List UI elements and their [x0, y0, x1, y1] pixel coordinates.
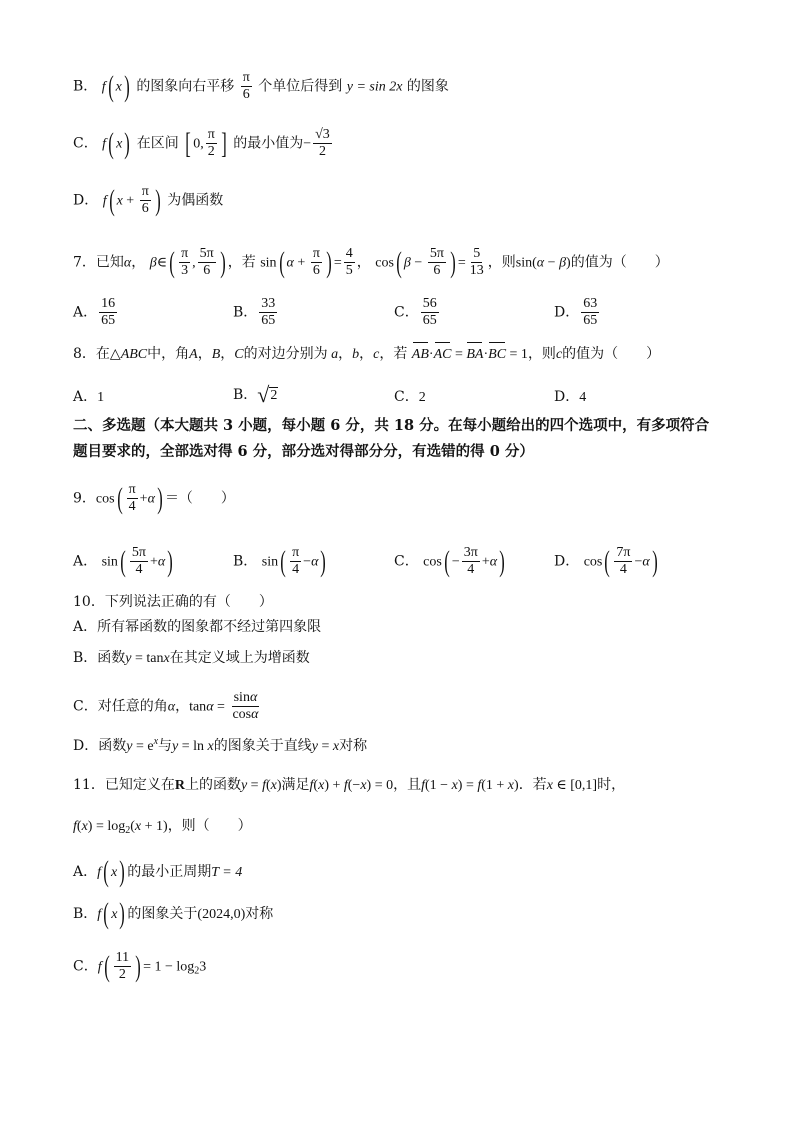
fraction: $\frac{\pi}{6}$: [242, 70, 250, 102]
q7-option-b: B． $\frac{33}{65}$: [233, 296, 276, 328]
q10-stem: 10．下列说法正确的有（ ）: [73, 594, 273, 610]
q8-option-a: A．1: [73, 389, 105, 405]
q6-option-b: B． f( x) 的图象向右平移 $\frac{\pi}{6}$ 个单位后得到 y = sin 2x 的图象: [73, 69, 449, 103]
q7-option-a: A． $\frac{16}{65}$: [73, 296, 116, 328]
q11-option-b: B．f( x) 的图象关于(2024,0)对称: [73, 897, 274, 930]
q8-option-b: B．√2: [233, 382, 278, 407]
q11-stem-line2: $f(x) = \log_2(x + 1)$，则（ ）: [73, 818, 252, 836]
q10-option-a: A．所有幂函数的图象都不经过第四象限: [73, 619, 322, 635]
q6-option-c: C． f( x) 在区间 [ 0, $\frac{\pi}{2}$ ] 的最小值为− $\frac{√3}{2}$: [73, 126, 330, 160]
q8-option-c: C．2: [394, 389, 426, 405]
q9-option-b: B． sin( $\frac{\pi}{4}$ −α): [233, 544, 327, 578]
q10-option-c: C．对任意的角α，tanα = $\frac{\sin\alpha}{\cos\alpha}$: [73, 690, 259, 722]
q9-option-d: D． cos( $\frac{7\pi}{4}$ −α): [554, 544, 658, 578]
q10-option-b: B．函数y = tanx在其定义域上为增函数: [73, 650, 310, 666]
q9-option-a: A． sin( $\frac{5\pi}{4}$ +α): [73, 544, 174, 578]
q8-stem: 8．在△ABC中，角A，B，C的对边分别为 a，b，c，若 AB·AC = BA·BC = 1，则c的值为（ ）: [73, 344, 660, 365]
q7-stem: 7．已知α， β∈( $\frac{\pi}{3}$ , $\frac{5\pi}{6}$ ) ，若 sin( α + $\frac{\pi}{6}$ ) = $\frac{4}{5}$ ， cos( β − $\frac{5\pi}{6}$ ) = $\frac{5}{13}$ ，则sin(α − β)的值为（ ）: [73, 245, 669, 279]
q10-option-d: D．函数$y = e^x$与y = ln x的图象关于直线y = x对称: [73, 736, 368, 754]
q8-option-d: D．4: [554, 389, 587, 405]
q11-stem: 11．已知定义在R上的函数y = f(x)满足f(x) + f(−x) = 0，且f(1 − x) = f(1 + x)．若x ∈ [0,1]时，: [73, 777, 626, 793]
q9-option-c: C． cos( − $\frac{3\pi}{4}$ +α): [394, 544, 505, 578]
q9-stem: 9．cos( $\frac{\pi}{4}$ +α) ＝（ ）: [73, 481, 235, 515]
q7-option-c: C． $\frac{56}{65}$: [394, 296, 437, 328]
q6-option-d: D． f( x + $\frac{\pi}{6}$ ) 为偶函数: [73, 183, 224, 217]
section-2-heading: 二、多选题（本大题共 3 小题，每小题 6 分，共 18 分。在每小题给出的四个选项中，有多项符合题目要求的，全部选对得 6 分，部分选对得部分分，有选错的得 0 分）: [73, 417, 710, 460]
q11-option-c: C．f( $\frac{11}{2}$ ) = $1 - \log_23$: [73, 949, 207, 983]
q11-option-a: A．f( x) 的最小正周期T = 4: [73, 855, 243, 888]
q7-option-d: D． $\frac{63}{65}$: [554, 296, 598, 328]
